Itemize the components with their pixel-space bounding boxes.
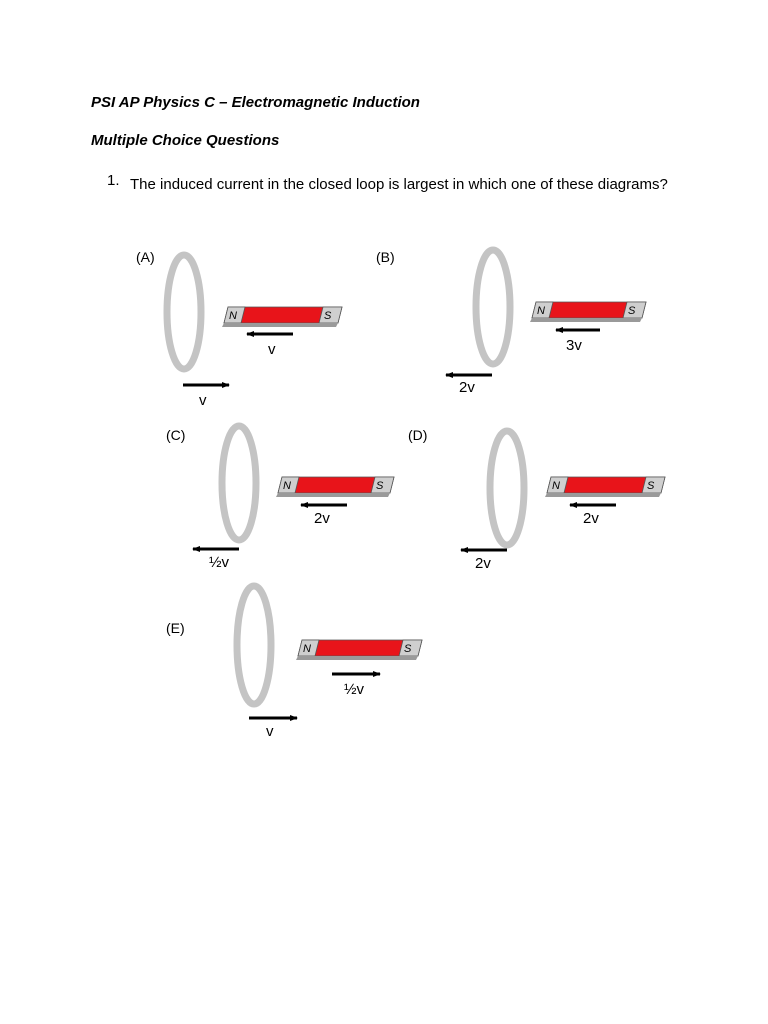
magnet-shadow — [530, 318, 642, 322]
magnet-shadow — [296, 656, 418, 660]
south-pole-label: S — [324, 310, 332, 322]
bar-magnet — [276, 477, 394, 497]
option-label: (E) — [166, 620, 185, 636]
bar-magnet — [530, 302, 646, 322]
option-label: (C) — [166, 427, 186, 443]
magnet-velocity-label: ½v — [344, 681, 365, 698]
magnet-shadow — [222, 323, 338, 327]
loop-velocity-label: v — [266, 723, 274, 740]
magnet-shadow — [545, 493, 661, 497]
option-e — [166, 586, 422, 740]
magnet-velocity-label: v — [268, 341, 276, 358]
magnet-velocity-label: 2v — [314, 510, 330, 527]
option-a — [136, 249, 342, 409]
north-pole-label: N — [283, 480, 291, 492]
magnet-shadow — [276, 493, 390, 497]
bar-magnet — [222, 307, 342, 327]
south-pole-label: S — [404, 643, 412, 655]
south-pole-label: S — [628, 305, 636, 317]
north-pole-label: N — [229, 310, 237, 322]
magnet-velocity-label: 2v — [583, 510, 599, 527]
wire-loop — [237, 586, 271, 704]
loop-velocity-label: v — [199, 392, 207, 409]
wire-loop — [167, 255, 201, 369]
bar-magnet — [545, 477, 665, 497]
document-title: PSI AP Physics C – Electromagnetic Induction — [91, 94, 420, 111]
option-label: (A) — [136, 249, 155, 265]
loop-velocity-label: ½v — [209, 554, 230, 571]
north-pole-label: N — [537, 305, 545, 317]
question-text: The induced current in the closed loop is largest in which one of these diagrams? — [130, 176, 668, 193]
wire-loop — [222, 426, 256, 540]
option-b — [376, 249, 646, 396]
loop-velocity-label: 2v — [459, 379, 475, 396]
option-label: (B) — [376, 249, 395, 265]
section-heading: Multiple Choice Questions — [91, 132, 280, 149]
loop-velocity-label: 2v — [475, 555, 491, 572]
wire-loop — [490, 431, 524, 545]
north-pole-label: N — [552, 480, 560, 492]
magnet-velocity-label: 3v — [566, 337, 582, 354]
south-pole-label: S — [376, 480, 384, 492]
north-pole-label: N — [303, 643, 311, 655]
option-c — [166, 426, 394, 571]
bar-magnet — [296, 640, 422, 660]
option-d — [408, 427, 665, 572]
wire-loop — [476, 250, 510, 364]
question-number: 1. — [107, 172, 120, 189]
south-pole-label: S — [647, 480, 655, 492]
option-label: (D) — [408, 427, 428, 443]
